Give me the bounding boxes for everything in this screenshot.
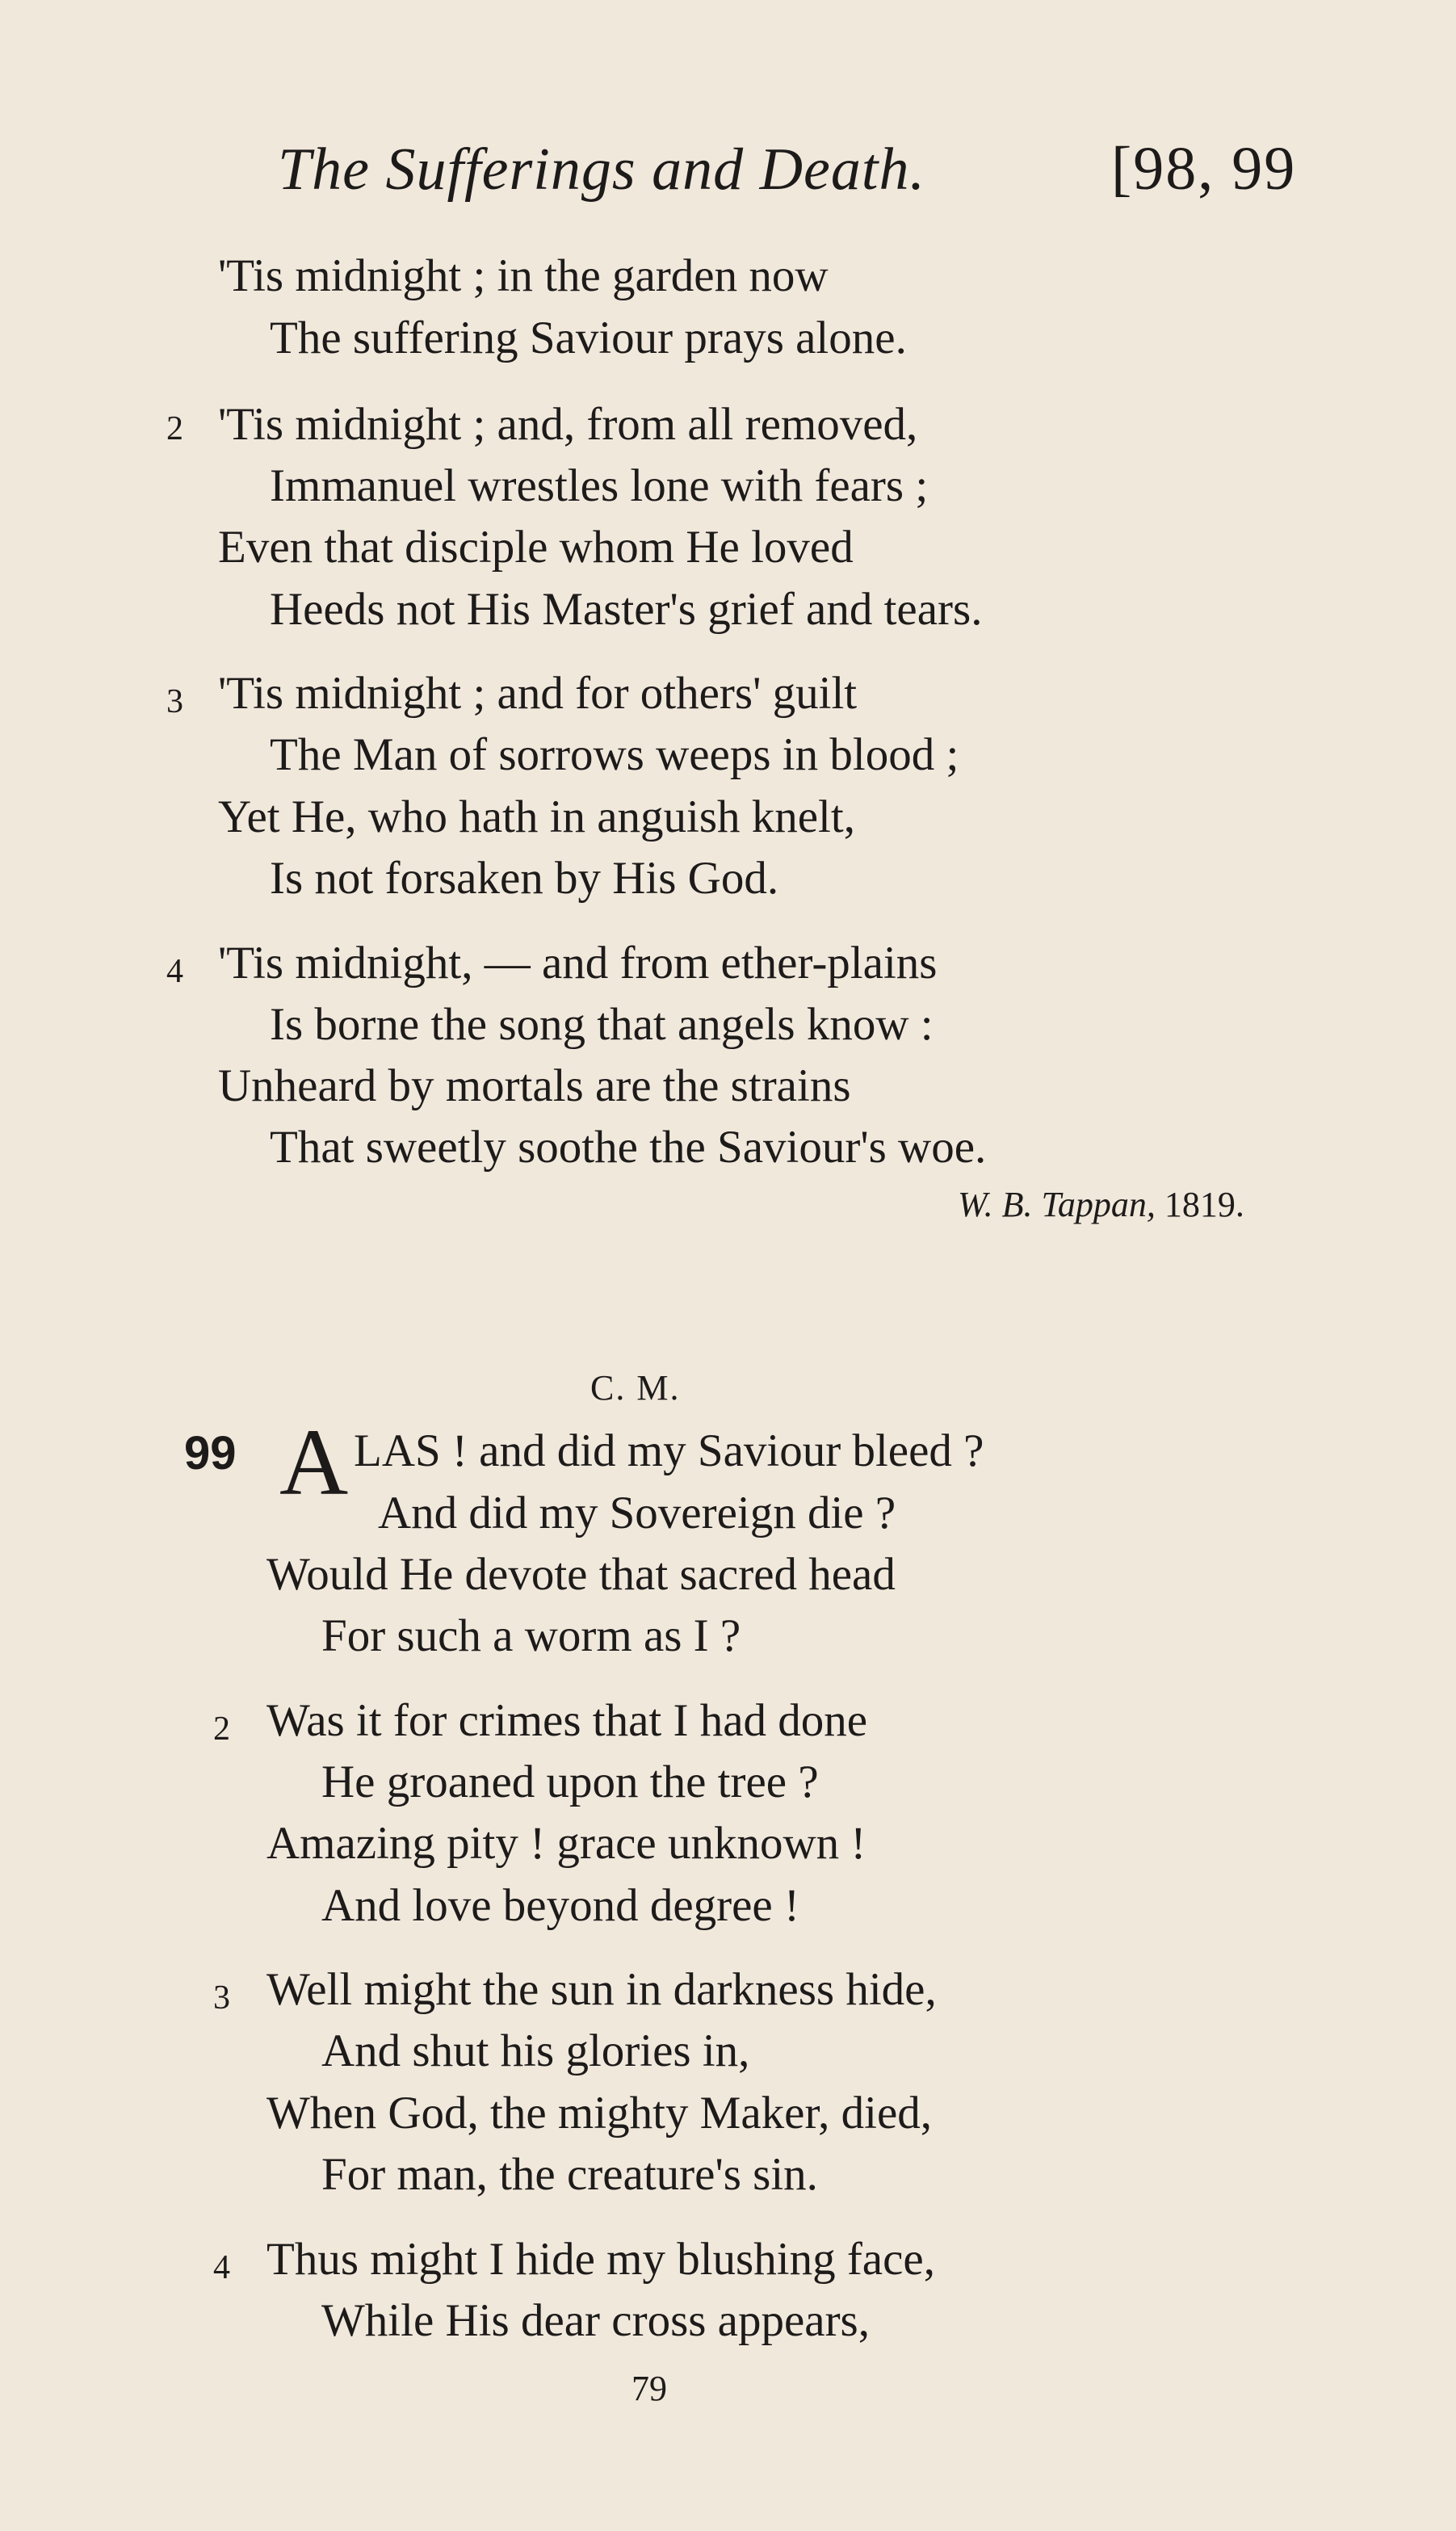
verse-line: Heeds not His Master's grief and tears. bbox=[270, 584, 983, 635]
verse-line: And did my Sovereign die ? bbox=[378, 1488, 896, 1538]
verse-line: 'Tis midnight ; and for others' guilt bbox=[218, 668, 858, 719]
meter-label: C. M. bbox=[590, 1368, 681, 1408]
stanza-number: 2 bbox=[213, 1710, 230, 1748]
verse-line: Is borne the song that angels know : bbox=[270, 999, 934, 1050]
stanza-number: 4 bbox=[166, 953, 183, 990]
running-head-title: The Sufferings and Death. bbox=[278, 136, 925, 203]
verse-line: He groaned upon the tree ? bbox=[321, 1757, 819, 1807]
verse-line: Yet He, who hath in anguish knelt, bbox=[218, 791, 855, 842]
verse-line: Immanuel wrestles lone with fears ; bbox=[270, 460, 929, 511]
verse-line: The suffering Saviour prays alone. bbox=[270, 313, 907, 363]
verse-line: 'Tis midnight ; in the garden now bbox=[218, 250, 829, 301]
verse-line: Thus might I hide my blushing face, bbox=[266, 2234, 935, 2285]
drop-capital: A bbox=[279, 1409, 349, 1515]
verse-line: The Man of sorrows weeps in blood ; bbox=[270, 729, 959, 780]
stanza-number: 4 bbox=[213, 2249, 230, 2286]
verse-line: Would He devote that sacred head bbox=[266, 1549, 896, 1600]
verse-line: Well might the sun in darkness hide, bbox=[266, 1964, 937, 2015]
verse-line: When God, the mighty Maker, died, bbox=[266, 2088, 933, 2139]
author-year: 1819. bbox=[1164, 1185, 1244, 1224]
stanza-number: 2 bbox=[166, 410, 183, 447]
verse-line: LAS ! and did my Saviour bleed ? bbox=[354, 1425, 984, 1476]
verse-line: That sweetly soothe the Saviour's woe. bbox=[270, 1122, 987, 1173]
running-head-hymn-numbers: [98, 99 bbox=[1111, 135, 1297, 203]
verse-line: 'Tis midnight ; and, from all removed, bbox=[218, 399, 918, 450]
verse-line: Amazing pity ! grace unknown ! bbox=[266, 1818, 866, 1869]
verse-line: While His dear cross appears, bbox=[321, 2295, 870, 2346]
verse-line: Was it for crimes that I had done bbox=[266, 1695, 868, 1746]
verse-line: 'Tis midnight, — and from ether-plains bbox=[218, 938, 938, 988]
verse-line: And shut his glories in, bbox=[321, 2025, 750, 2076]
verse-line: For such a worm as I ? bbox=[321, 1610, 741, 1661]
author-name: W. B. Tappan, bbox=[958, 1185, 1156, 1224]
attribution bbox=[958, 1184, 1244, 1225]
verse-line: Unheard by mortals are the strains bbox=[218, 1060, 851, 1111]
verse-line: Even that disciple whom He loved bbox=[218, 522, 854, 573]
verse-line: And love beyond degree ! bbox=[321, 1880, 799, 1931]
stanza-number: 3 bbox=[166, 683, 183, 720]
page-number: 79 bbox=[631, 2369, 667, 2408]
verse-line: For man, the creature's sin. bbox=[321, 2149, 818, 2200]
verse-line: Is not forsaken by His God. bbox=[270, 853, 779, 904]
stanza-number: 3 bbox=[213, 1979, 230, 2017]
hymn-number: 99 bbox=[184, 1427, 237, 1480]
